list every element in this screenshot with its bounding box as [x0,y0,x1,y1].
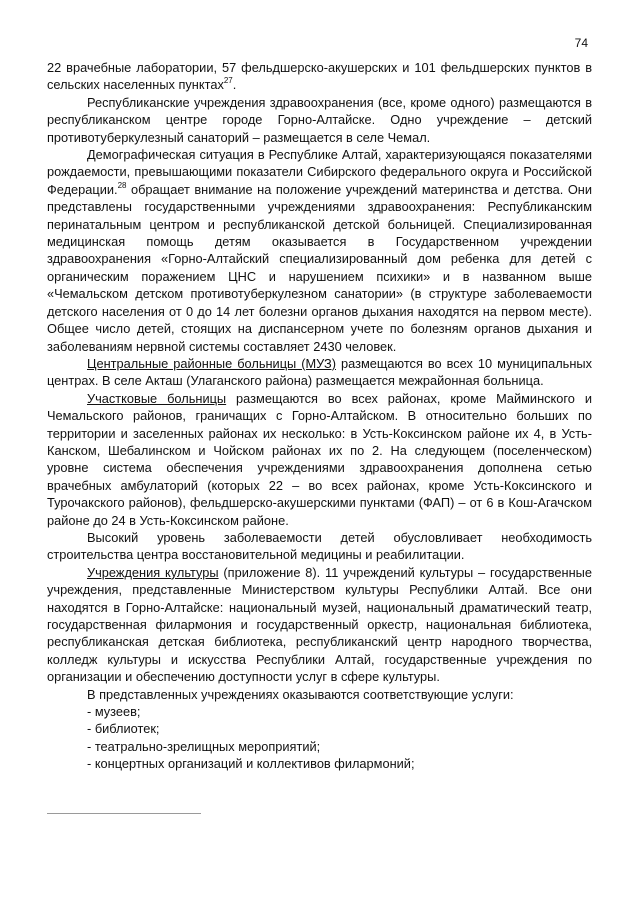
list-item: - театрально-зрелищных мероприятий; [87,738,321,754]
paragraph-2: Республиканские учреждения здравоохранения (все, кроме одного) размещаются в республиканском центре городе Горно-Алтайске. Одно учреждение – детский противотуберкулезный санаторий – размещается в селе Чемал. [47,94,592,145]
page-number: 74 [574,36,588,50]
paragraph-1 [47,59,592,94]
heading-central-hospitals: Центральные районные больницы (МУЗ) [87,355,336,371]
footnote-ref-28[interactable]: 28 [117,180,127,190]
footnote-ref-27[interactable]: 27 [223,76,233,86]
paragraph-3-text-1: Демографическая ситуация в Республике Алтай, характеризующаяся показателями рождаемости, превышающими показатели Сибирского федерального округа и Российской Федерации. [47,147,592,197]
paragraph-7-text: (приложение 8). 11 учреждений культуры – государственные учреждения, представленные Министерством культуры Республики Алтай. Все они находятся в Горно-Алтайске: национальный музей, национальный драматический театр, государственная филармония и государственный оркестр, национальная библиотека, республиканская детская библиотека, республиканский центр народного творчества, колледж культуры и искусства Республики Алтай, государственные учреждения по организации и обеспечению доступности услуг в сфере культуры. [47,564,592,685]
heading-culture-institutions: Учреждения культуры [87,564,219,580]
paragraph-5-text: размещаются во всех районах, кроме Майминского и Чемальского районов, граничащих с Горно-Алтайском. В относительно больших по территории и заселенных районах их несколько: в Усть-Коксинском районе их 4, в Усть-Канском, Шебалинском и Чойском районах их по 2. На следующем (поселенческом) уровне система обеспечения учреждениями здравоохранения дополнена сетью врачебных амбулаторий (которых 22 – во всех районах, кроме Усть-Коксинского и Турочакского районов), фельдшерско-акушерскими пунктами (ФАП) – от 6 в Кош-Агачском районе до 24 в Усть-Коксинском районе. [47,390,592,528]
footnote-separator [47,813,201,814]
heading-district-hospitals: Участковые больницы [87,390,227,406]
list-item: - концертных организаций и коллективов филармоний; [87,756,415,772]
paragraph-5 [47,390,592,529]
paragraph-7 [47,564,592,686]
document-body [47,59,592,773]
paragraph-6: Высокий уровень заболеваемости детей обусловливает необходимость строительства центра восстановительной медицины и реабилитации. [47,529,592,563]
paragraph-3 [47,146,592,355]
list-item: - библиотек; [87,721,160,737]
paragraph-3-text-2: обращает внимание на положение учреждений материнства и детства. Они представлены государственными учреждениями здравоохранения: Республиканским перинатальным центром и республиканской детской больницей. Специализированная медицинская помощь детям оказывается в Государственном учреждении здравоохранения «Горно-Алтайский специализированный дом ребенка для детей с органическим поражением ЦНС и нарушением психики» и в названном выше «Чемальском детском противотуберкулезном санатории» (в структуре заболеваемости детского населения от 0 до 14 лет болезни органов дыхания находятся на первом месте). Общее число детей, стоящих на диспансерном учете по болезням органов дыхания и заболеваниям нервной системы составляет 2430 человек. [47,181,592,354]
paragraph-8: В представленных учреждениях оказываются соответствующие услуги: [87,686,514,702]
list-item: - музеев; [87,704,141,720]
paragraph-4 [47,355,592,390]
paragraph-1-text: 22 врачебные лаборатории, 57 фельдшерско-акушерских и 101 фельдшерских пунктов в сельских населенных пунктах [47,60,592,93]
paragraph-4-text: размещаются во всех 10 муниципальных центрах. В селе Акташ (Улаганского района) размещается межрайонная больница. [47,355,593,389]
paragraph-1-tail: . [232,77,237,93]
